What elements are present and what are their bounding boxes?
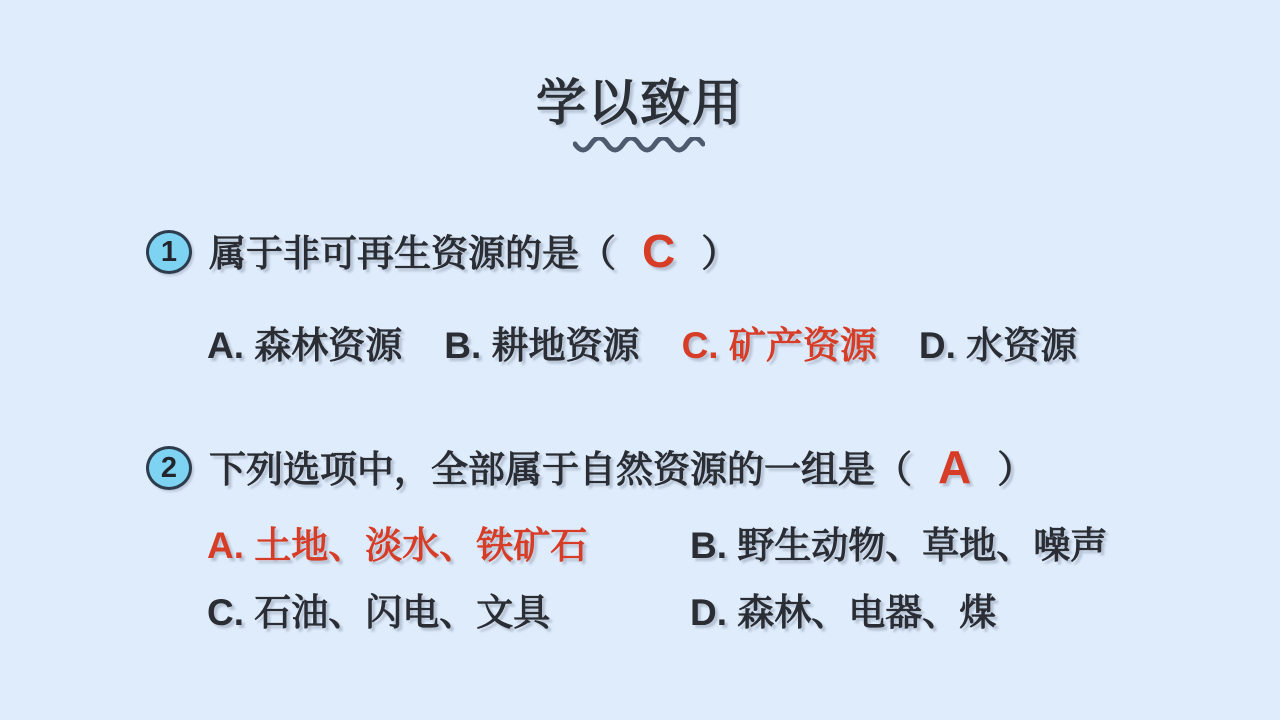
question-1-number-badge: [146, 230, 192, 274]
question-1: [146, 225, 738, 279]
question-1-options: [207, 326, 1077, 366]
question-2-option-d: D. 森林、电器、煤: [690, 592, 997, 633]
page-title: 学以致用: [536, 75, 744, 131]
question-1-option-d: D. 水资源: [918, 325, 1078, 366]
question-2-stem: [209, 441, 1034, 495]
wavy-underline-icon: [573, 137, 705, 157]
question-2-stem-text: 下列选项中，全部属于自然资源的一组是（: [209, 449, 912, 490]
question-1-stem: [209, 225, 738, 279]
question-1-stem-text: 属于非可再生资源的是（: [209, 233, 616, 274]
question-1-option-c: C. 矿产资源: [681, 325, 877, 366]
question-2-options: [207, 526, 1107, 633]
question-2-answer: A: [938, 441, 972, 493]
question-2-option-c: C. 石油、闪电、文具: [207, 592, 551, 633]
question-2-option-a: A. 土地、淡水、铁矿石: [207, 525, 588, 566]
question-1-number: 1: [160, 235, 178, 268]
question-2-option-b: B. 野生动物、草地、噪声: [690, 525, 1108, 566]
question-1-option-a: A. 森林资源: [207, 325, 403, 366]
question-2: [146, 441, 1034, 495]
question-1-close-paren: ）: [701, 233, 739, 274]
question-1-option-b: B. 耕地资源: [444, 325, 640, 366]
question-2-close-paren: ）: [997, 449, 1035, 490]
question-2-number: 2: [160, 451, 178, 484]
question-2-number-badge: [146, 446, 192, 490]
question-1-answer: C: [642, 225, 676, 277]
